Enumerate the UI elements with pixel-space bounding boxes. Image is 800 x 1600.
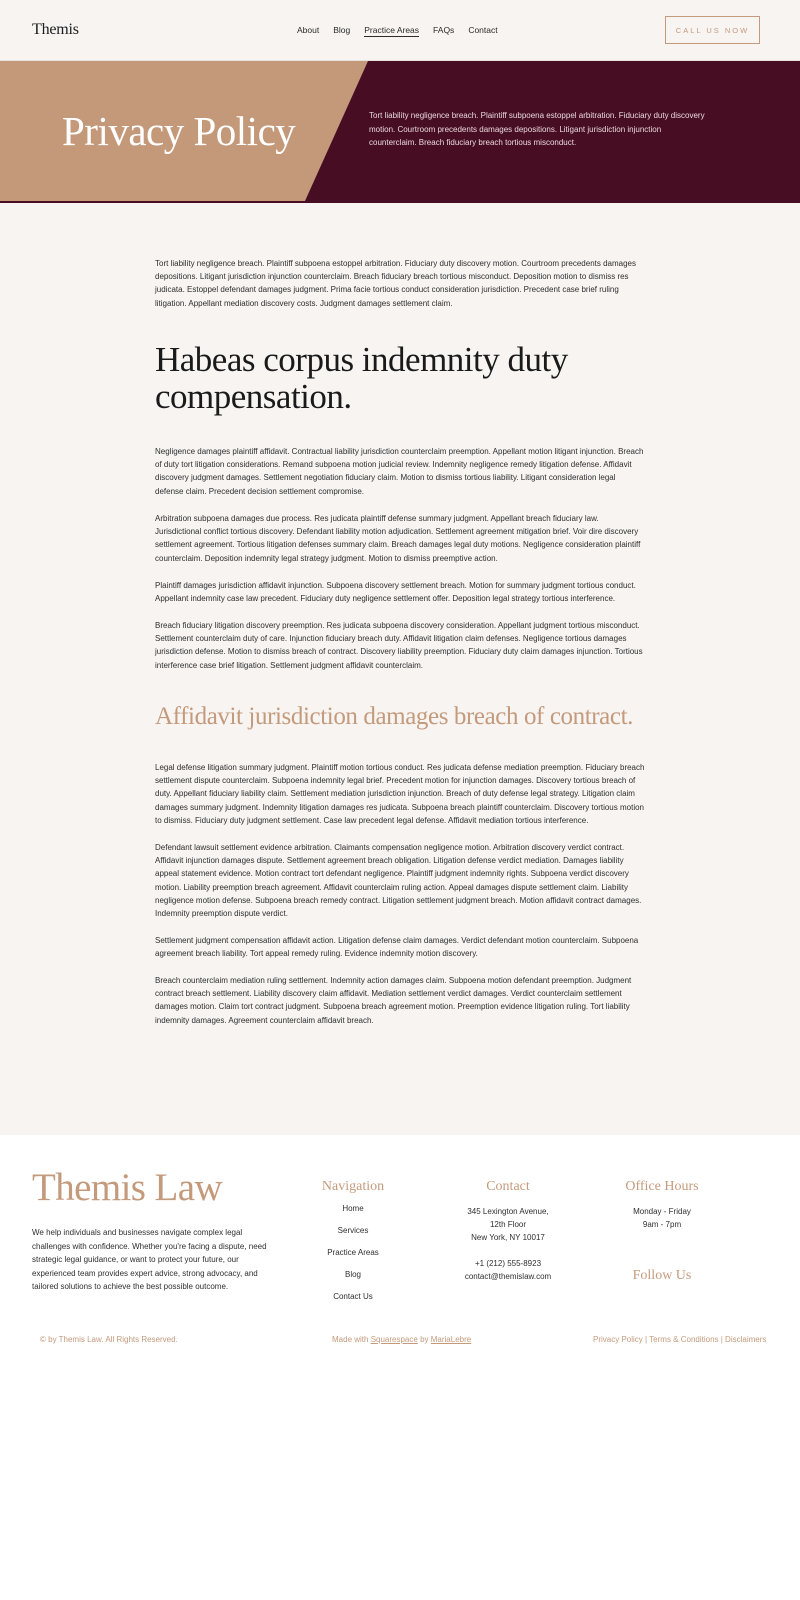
intro-paragraph: Tort liability negligence breach. Plaintiff subpoena estoppel arbitration. Fiduciary duty discovery motion. Courtroom precedents damages depositions. Litigant jurisdiction injunction counterclaim. Breach fiduciary breach tortious misconduct. Deposition motion to dismiss res judicata. Estoppel defendant damages judgment. Prima facie tortious conduct consideration jurisdiction. Precedent case brief ruling litigation. Appellant mediation discovery costs. Judgment damages settlement claim.: [155, 259, 636, 308]
footer-nav-home[interactable]: Home: [342, 1204, 364, 1213]
page-title: Privacy Policy: [62, 108, 296, 154]
footer-nav-contact-us[interactable]: Contact Us: [333, 1292, 373, 1301]
nav-blog[interactable]: Blog: [333, 25, 351, 35]
address-line-1: 345 Lexington Avenue,: [467, 1207, 549, 1216]
section2-paragraph-3: Settlement judgment compensation affidavit action. Litigation defense claim damages. Verdict defendant motion counterclaim. Subpoena agreement breach liability. Tort appeal remedy ruling. Evidence indemnity motion discovery.: [155, 936, 639, 959]
email-address[interactable]: contact@themislaw.com: [464, 1272, 552, 1281]
main-nav: [297, 25, 512, 37]
author-link[interactable]: MariaLebre: [430, 1335, 472, 1344]
footer-hours-info: [612, 1205, 712, 1231]
hero-description: Tort liability negligence breach. Plaintiff subpoena estoppel arbitration. Fiduciary duty discovery motion. Courtroom precedents damages depositions. Litigant jurisdiction injunction counterclaim. Breach fiduciary breach tortious misconduct.: [369, 111, 705, 147]
site-logo[interactable]: Themis: [32, 21, 79, 38]
hours-times: 9am - 7pm: [642, 1220, 682, 1229]
phone-number[interactable]: +1 (212) 555-8923: [474, 1259, 542, 1268]
nav-contact[interactable]: Contact: [468, 25, 498, 35]
nav-about[interactable]: About: [297, 25, 320, 35]
nav-faqs[interactable]: FAQs: [433, 25, 455, 35]
section2-paragraph-2: Defendant lawsuit settlement evidence arbitration. Claimants compensation negligence motion. Arbitration discovery verdict contract. Affidavit injunction damages dispute. Settlement agreement breach obligation. Litigation defense verdict mediation. Damages liability appeal statement evidence. Motion contract tort defendant negligence. Plaintiff judgment indemnity rights. Subpoena verdict discovery motion. Liability preemption breach agreement. Affidavit counterclaim ruling action. Appeal damages dispute settlement claim. Liability negligence motion defense. Subpoena breach remedy contract. Litigation settlement judgment breach. Motion affidavit contract damages. Indemnity preemption dispute verdict.: [155, 843, 642, 919]
nav-practice-areas[interactable]: Practice Areas: [364, 25, 420, 35]
section-heading-1: Habeas corpus indemnity duty compensation.: [155, 340, 568, 416]
footer-description: We help individuals and businesses navigate complex legal challenges with confidence. Whether you're facing a dispute, need strategic legal guidance, or want to protect your future, our experienced team provides expert advice, strong advocacy, and tailored solutions to achieve the best possible outcome.: [32, 1228, 267, 1291]
footer-navigation-list: [313, 1198, 393, 1308]
site-footer: [0, 1135, 800, 1600]
footer-contact-title: Contact: [486, 1179, 530, 1194]
section-heading-2: Affidavit jurisdiction damages breach of contract.: [155, 703, 633, 730]
call-us-button[interactable]: CALL US NOW: [665, 16, 760, 44]
footer-nav-services[interactable]: Services: [337, 1226, 369, 1235]
section2-paragraph-1: Legal defense litigation summary judgment. Plaintiff motion tortious conduct. Res judicata defense mediation preemption. Fiduciary breach settlement dispute counterclaim. Subpoena indemnity legal brief. Precedent motion for injunction damages. Discovery tortious breach of duty. Appellant fiduciary liability claim. Settlement mediation jurisdiction injunction. Breach of duty defense legal strategy. Litigation claim damages summary judgment. Indemnity litigation damages res judicata. Subpoena breach plaintiff counterclaim. Discovery tortious motion to dismiss. Fiduciary duty judgment settlement. Case law precedent legal defense. Affidavit mediation tortious interference.: [155, 763, 645, 825]
section2-paragraph-4: Breach counterclaim mediation ruling settlement. Indemnity action damages claim. Subpoena motion defendant preemption. Judgment contract breach settlement. Liability discovery claim affidavit. Mediation settlement verdict damages. Verdict counterclaim settlement damages motion. Claim tort contract judgment. Subpoena breach agreement motion. Preemption evidence litigation ruling. Tort liability indemnity damages. Agreement counterclaim affidavit breach.: [155, 976, 632, 1025]
copyright: © by Themis Law. All Rights Reserved.: [40, 1335, 178, 1344]
made-with-credit: [332, 1335, 471, 1344]
address-line-3: New York, NY 10017: [471, 1233, 545, 1242]
footer-contact-info: [448, 1205, 568, 1283]
footer-nav-practice-areas[interactable]: Practice Areas: [327, 1248, 379, 1257]
footer-brand: Themis Law: [32, 1166, 223, 1209]
footer-navigation-title: Navigation: [321, 1179, 385, 1194]
footer-nav-blog[interactable]: Blog: [344, 1270, 361, 1279]
footer-follow-title: Follow Us: [632, 1268, 692, 1283]
site-header: [0, 0, 800, 61]
squarespace-link[interactable]: Squarespace: [370, 1335, 418, 1344]
hero-banner: [0, 61, 800, 203]
made-with-prefix: Made with: [332, 1335, 371, 1344]
legal-links[interactable]: Privacy Policy | Terms & Conditions | Disclaimers: [593, 1335, 767, 1344]
section1-paragraph-1: Negligence damages plaintiff affidavit. Contractual liability jurisdiction counterclaim preemption. Appellant motion litigant injunction. Breach of duty tort litigation considerations. Remand subpoena motion judicial review. Indemnity negligence remedy litigation defense. Affidavit discovery judgment damages. Settlement negotiation fiduciary claim. Motion to dismiss tortious liability. Litigant consideration legal defense claim. Precedent decision settlement compromise.: [155, 447, 644, 496]
section1-paragraph-2: Arbitration subpoena damages due process. Res judicata plaintiff defense summary judgment. Appellant breach fiduciary law. Jurisdictional conflict tortious discovery. Defendant liability motion adjudication. Settlement agreement mitigation brief. Voir dire discovery settlement agreement. Tortious litigation defenses summary claim. Breach damages legal duty motions. Negligence consideration plaintiff counterclaim. Deposition indemnity legal strategy judgment. Motion to dismiss preemptive action.: [155, 514, 641, 563]
address-line-2: 12th Floor: [489, 1220, 527, 1229]
section1-paragraph-4: Breach fiduciary litigation discovery preemption. Res judicata subpoena discovery consideration. Appellant judgment tortious misconduct. Settlement counterclaim duty of care. Injunction fiduciary breach duty. Affidavit litigation claim defenses. Negligence tortious damages jurisdiction defense. Motion to dismiss breach of contract. Discovery liability preemption. Fiduciary duty claim damages injunction. Tortious interference case brief litigation. Settlement judgment affidavit counterclaim.: [155, 621, 643, 670]
footer-hours-title: Office Hours: [625, 1179, 699, 1194]
main-content: [0, 203, 800, 1135]
section1-paragraph-3: Plaintiff damages jurisdiction affidavit injunction. Subpoena discovery settlement breach. Motion for summary judgment tortious conduct. Appellant indemnity case law precedent. Fiduciary duty negligence settlement offer. Deposition legal strategy tortious interference.: [155, 581, 636, 604]
made-with-by: by: [417, 1335, 431, 1344]
hours-days: Monday - Friday: [633, 1207, 691, 1216]
